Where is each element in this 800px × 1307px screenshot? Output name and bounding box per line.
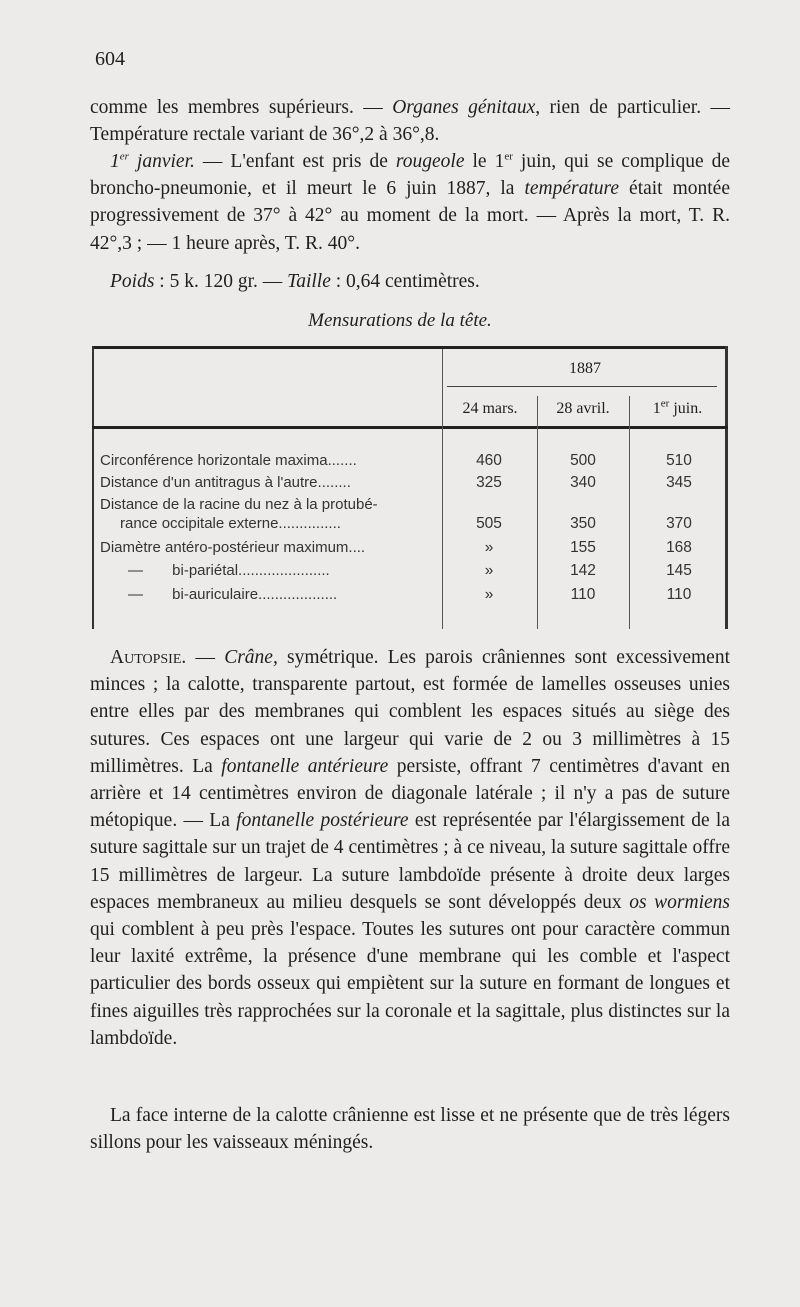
table-left-rule: [92, 346, 94, 629]
table-cell: 500: [570, 452, 596, 469]
italic-span: Taille: [287, 271, 331, 292]
table-row-label: — bi-pariétal......................: [128, 562, 330, 579]
text-span: — L'enfant est pris de: [194, 151, 396, 172]
table-cell: 350: [570, 515, 596, 532]
italic-span: janvier.: [128, 151, 195, 172]
text-span: le 1: [464, 151, 505, 172]
table-row-label: Distance d'un antitragus à l'autre........: [100, 474, 351, 491]
table-cell: 110: [570, 586, 596, 603]
text-span: 1: [652, 400, 661, 417]
table-header-rule: [92, 426, 728, 429]
text-span: est représentée par l'élargissement de la suture sagittale sur un trajet de 4 centimètres ; à ce niveau, la suture sagittale offre 15 millimètres de largeur. La suture lambdoïde présente à droite deux larges espaces membraneux au milieu desquels se sont développés deux: [90, 810, 730, 913]
text-span: : 0,64 centimètres.: [330, 271, 480, 292]
table-cell: 340: [570, 474, 596, 491]
table-cell: 460: [476, 452, 502, 469]
table-cell: 155: [570, 539, 596, 556]
table-cell: 110: [666, 586, 692, 603]
italic-span: température: [524, 178, 620, 200]
italic-span: Poids: [110, 271, 155, 292]
italic-span: fontanelle antérieure: [221, 755, 389, 777]
measurements-table: [92, 346, 728, 629]
text-span: persiste, offrant 7 centimètres d'avant en arrière et 14 centimètres environ de diagonale latérale ; il n'y a pas de suture métopique. — La: [90, 755, 730, 832]
column-divider: [629, 396, 630, 629]
text-span: qui comblent à peu près l'espace. Toutes les sutures ont pour caractère commun leur laxité extrême, la présence d'une membrane qui les comble et l'aspect particulier des bords osseux qui empiètent sur la suture en formant de longues et fines aiguilles très rapprochées sur la coronale et la sagittale, plus distinctes sur la lambdoïde.: [90, 919, 730, 1049]
text-span: : 5 k. 120 gr. —: [154, 271, 288, 292]
page-number: 604: [95, 48, 125, 70]
column-divider: [442, 349, 443, 629]
paragraph-final: La face interne de la calotte crânienne est lisse et ne présente que de très légers sillons pour les vaisseaux méningés.: [90, 1105, 730, 1154]
table-cell: 370: [666, 515, 692, 532]
text-span: , rien de particulier. — Température rectale variant de 36°,2 à 36°,8.: [90, 97, 730, 146]
italic-span: fontanelle postérieure: [236, 810, 409, 832]
italic-span: os wormiens: [629, 891, 730, 913]
table-title: Mensurations de la tête.: [308, 310, 492, 331]
table-top-rule: [92, 346, 728, 349]
col-header-3: [630, 397, 725, 418]
italic-span: Crâne,: [224, 647, 278, 668]
table-cell: 505: [476, 515, 502, 532]
table-cell: »: [484, 539, 494, 556]
paragraph-illness: [90, 148, 730, 257]
table-row-label: Circonférence horizontale maxima.......: [100, 452, 357, 469]
superscript: er: [504, 150, 513, 163]
text-span: était montée progressivement de 37° à 42° au moment de la mort. — Après la mort, T. R. 42°,3 ; — 1 heure après, T. R. 40°.: [90, 178, 730, 254]
table-cell: 325: [476, 474, 502, 491]
table-row-label-cont: rance occipitale externe...............: [120, 515, 341, 532]
text-span: juin, qui se complique de broncho-pneumonie, et il meurt le 6 juin 1887, la: [90, 151, 731, 200]
table-right-rule: [725, 346, 728, 629]
table-cell: 168: [666, 539, 692, 556]
table-cell: »: [484, 562, 494, 579]
superscript: er: [119, 150, 129, 163]
table-cell: 510: [666, 452, 692, 469]
table-cell: »: [484, 586, 494, 603]
column-divider: [537, 396, 538, 629]
text-span: juin.: [669, 400, 703, 417]
table-cell: 345: [666, 474, 692, 491]
table-cell: 145: [666, 562, 692, 579]
text-span: comme les membres supérieurs. —: [90, 97, 393, 118]
paragraph-autopsy: [90, 644, 730, 1052]
table-row-label: — bi-auriculaire...................: [128, 586, 338, 603]
italic-span: Organes génitaux: [392, 97, 536, 118]
autopsy-heading: Autopsie.: [110, 647, 187, 668]
text-span: —: [186, 647, 225, 668]
paragraph-measures: [90, 268, 730, 295]
text-span: symétrique. Les parois crâniennes sont excessivement minces ; la calotte, transparente partout, est formée de lamelles osseuses unies entre elles par des membranes qui comblent les espaces situés au siège des sutures. Ces espaces ont une largeur qui varie de 2 ou 3 millimètres à 15 millimètres. La: [90, 647, 730, 777]
col-header-1: 24 mars.: [462, 400, 518, 417]
year-rule: [447, 386, 717, 387]
text-span: 1: [110, 151, 120, 172]
table-row-label: Distance de la racine du nez à la protubé-: [100, 496, 378, 513]
table-row-label: Diamètre antéro-postérieur maximum....: [100, 539, 366, 556]
table-cell: 142: [570, 562, 596, 579]
italic-span: rougeole: [395, 151, 465, 172]
col-header-2: 28 avril.: [556, 400, 610, 417]
superscript: er: [660, 397, 670, 410]
paragraph-intro: [90, 94, 730, 148]
year-header: 1887: [569, 360, 601, 377]
